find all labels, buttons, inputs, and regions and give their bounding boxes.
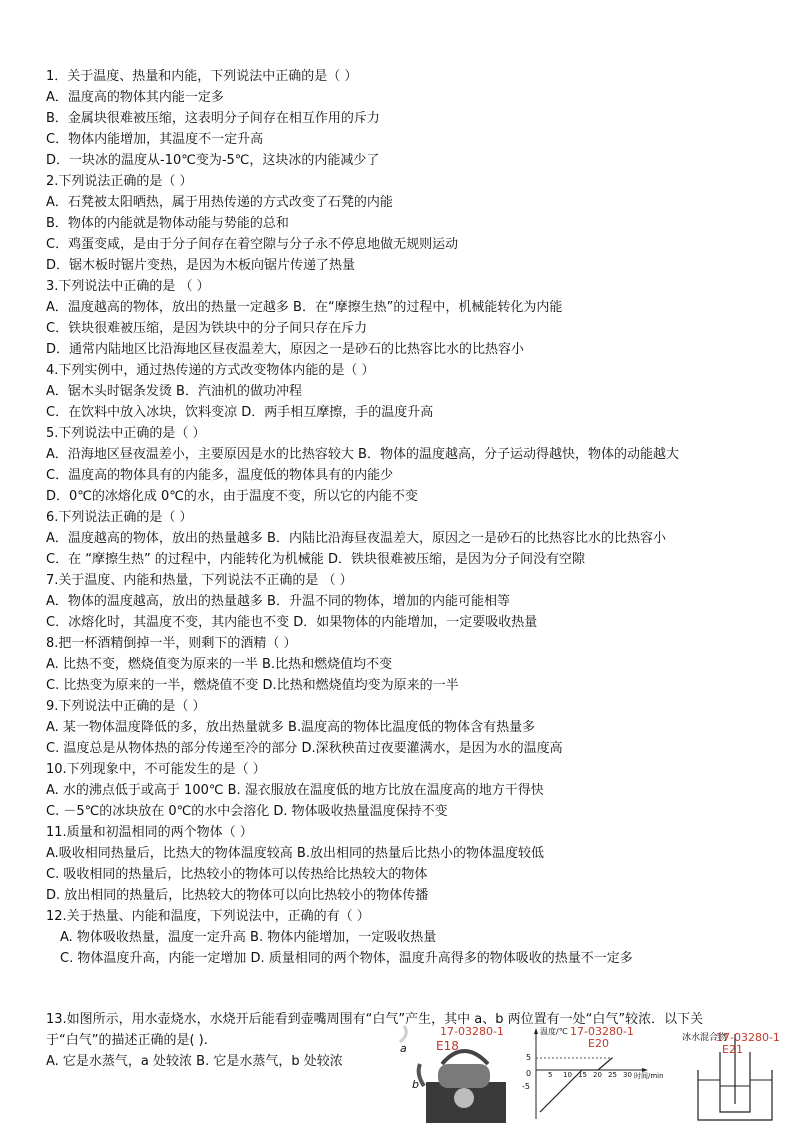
q3-stem: 3.下列说法中正确的是 （ ） — [46, 279, 210, 294]
graph-tick-x10: 10 — [563, 1071, 572, 1079]
q4-option-ab: A．锯木头时锯条发烫 B．汽油机的做功冲程 — [46, 384, 302, 399]
q13-stem-continued: 于“白气”的描述正确的是( ). — [46, 1033, 208, 1048]
graph-xlabel: 时间/min — [634, 1072, 664, 1080]
ice-water-ref: E21 — [722, 1043, 743, 1056]
q9-option-ab: A. 某一物体温度降低的多，放出热量就多 B.温度高的物体比温度低的物体含有热量多 — [46, 720, 536, 735]
q9-option-cd: C. 温度总是从物体热的部分传递至冷的部分 D.深秋秧苗过夜要灌满水，是因为水的温度高 — [46, 741, 563, 756]
label-a: a — [400, 1042, 407, 1055]
q5-option-c: C．温度高的物体具有的内能多，温度低的物体具有的内能少 — [46, 468, 394, 483]
q4-option-cd: C．在饮料中放入冰块，饮料变凉 D．两手相互摩擦，手的温度升高 — [46, 405, 434, 420]
ice-water-figure — [676, 1024, 786, 1123]
q1-option-a: A．温度高的物体其内能一定多 — [46, 90, 224, 105]
q11-option-d: D. 放出相同的热量后，比热较大的物体可以向比热较小的物体传播 — [46, 888, 429, 903]
heating-segment — [540, 1070, 582, 1112]
label-b: b — [412, 1078, 419, 1091]
q4-stem: 4.下列实例中，通过热传递的方式改变物体内能的是（ ） — [46, 363, 375, 378]
q9-stem: 9.下列说法中正确的是（ ） — [46, 699, 206, 714]
q8-option-ab: A. 比热不变，燃烧值变为原来的一半 B.比热和燃烧值均不变 — [46, 657, 393, 672]
q3-option-c: C．铁块很难被压缩，是因为铁块中的分子间只存在斥力 — [46, 321, 368, 336]
graph-code: 17-03280-1 — [570, 1025, 634, 1038]
q3-option-d: D．通常内陆地区比沿海地区昼夜温差大，原因之一是砂石的比热容比水的比热容小 — [46, 342, 525, 357]
q11-option-c: C. 吸收相同的热量后，比热较小的物体可以传热给比热较大的物体 — [46, 867, 428, 882]
graph-tick-y-5: -5 — [522, 1082, 530, 1091]
q2-option-d: D．锯木板时锯片变热，是因为木板向锯片传递了热量 — [46, 258, 356, 273]
q12-option-ab: A. 物体吸收热量，温度一定升高 B. 物体内能增加，一定吸收热量 — [60, 930, 437, 945]
q11-stem: 11.质量和初温相同的两个物体（ ） — [46, 825, 253, 840]
q6-option-cd: C．在 “摩擦生热” 的过程中，内能转化为机械能 D．铁块很难被压缩，是因为分子间没有空隙 — [46, 552, 585, 567]
graph-ylabel: 温度/℃ — [540, 1027, 568, 1036]
q7-option-cd: C．冰熔化时，其温度不变，其内能也不变 D．如果物体的内能增加，一定要吸收热量 — [46, 615, 538, 630]
q1-option-d: D．一块冰的温度从-10℃变为-5℃，这块冰的内能减少了 — [46, 153, 380, 168]
graph-tick-x20: 20 — [593, 1071, 602, 1079]
kettle-code: 17-03280-1 — [440, 1025, 504, 1038]
graph-origin: 0 — [526, 1069, 532, 1078]
q11-option-ab: A.吸收相同热量后，比热大的物体温度较高 B.放出相同的热量后比热小的物体温度较低 — [46, 846, 544, 861]
q12-stem: 12.关于热量、内能和温度，下列说法中，正确的有（ ） — [46, 909, 370, 924]
graph-tick-x30: 30 — [623, 1071, 632, 1079]
q1-option-b: B．金属块很难被压缩，这表明分子间存在相互作用的斥力 — [46, 111, 380, 126]
ice-water-code: 17-03280-1 — [716, 1031, 780, 1044]
q5-option-d: D．0℃的冰熔化成 0℃的水，由于温度不变，所以它的内能不变 — [46, 489, 418, 504]
kettle-figure — [396, 1024, 516, 1123]
q12-option-cd: C. 物体温度升高，内能一定增加 D. 质量相同的两个物体，温度升高得多的物体吸收的热量不一定多 — [60, 951, 633, 966]
q2-stem: 2.下列说法正确的是（ ） — [46, 174, 193, 189]
q2-option-a: A．石凳被太阳晒热，属于用热传递的方式改变了石凳的内能 — [46, 195, 393, 210]
q8-stem: 8.把一杯酒精倒掉一半，则剩下的酒精（ ） — [46, 636, 297, 651]
q6-option-ab: A．温度越高的物体，放出的热量越多 B．内陆比沿海昼夜温差大，原因之一是砂石的比热容比水的比热容小 — [46, 531, 666, 546]
q13-stem: 13.如图所示，用水壶烧水，水烧开后能看到壶嘴周围有“白气”产生，其中 a、b 两位置有一处“白气”较浓．以下关 — [46, 1012, 704, 1027]
graph-tick-x15: 15 — [578, 1071, 587, 1079]
graph-ref: E20 — [588, 1037, 609, 1050]
ice-water-label: 冰水混合物 — [682, 1033, 728, 1043]
q2-option-c: C．鸡蛋变咸，是由于分子间存在着空隙与分子永不停息地做无规则运动 — [46, 237, 459, 252]
q5-option-ab: A．沿海地区昼夜温差小，主要原因是水的比热容较大 B．物体的温度越高，分子运动得越快，物体的动能越大 — [46, 447, 679, 462]
rising-segment — [598, 1058, 612, 1070]
q3-option-ab: A．温度越高的物体，放出的热量一定越多 B．在“摩擦生热”的过程中，机械能转化为内能 — [46, 300, 563, 315]
q7-stem: 7.关于温度、内能和热量，下列说法不正确的是 （ ） — [46, 573, 353, 588]
q7-option-ab: A．物体的温度越高，放出的热量越多 B．升温不同的物体，增加的内能可能相等 — [46, 594, 510, 609]
graph-tick-x5: 5 — [548, 1071, 553, 1079]
q10-option-cd: C. －5℃的冰块放在 0℃的水中会溶化 D. 物体吸收热量温度保持不变 — [46, 804, 448, 819]
q5-stem: 5.下列说法中正确的是（ ） — [46, 426, 206, 441]
q13-option-ab: A. 它是水蒸气，a 处较浓 B. 它是水蒸气，b 处较浓 — [46, 1054, 343, 1069]
q10-stem: 10.下列现象中，不可能发生的是（ ） — [46, 762, 266, 777]
q6-stem: 6.下列说法正确的是（ ） — [46, 510, 193, 525]
graph-tick-x25: 25 — [608, 1071, 617, 1079]
kettle-ref: E18 — [436, 1039, 459, 1053]
q8-option-cd: C. 比热变为原来的一半，燃烧值不变 D.比热和燃烧值均变为原来的一半 — [46, 678, 459, 693]
q2-option-b: B．物体的内能就是物体动能与势能的总和 — [46, 216, 289, 231]
q1-stem: 1．关于温度、热量和内能，下列说法中正确的是（ ） — [46, 69, 358, 84]
q10-option-ab: A. 水的沸点低于或高于 100℃ B. 湿衣服放在温度低的地方比放在温度高的地方干得快 — [46, 783, 544, 798]
temperature-graph-figure — [518, 1024, 668, 1123]
graph-tick-y5: 5 — [526, 1053, 532, 1062]
q1-option-c: C．物体内能增加，其温度不一定升高 — [46, 132, 264, 147]
